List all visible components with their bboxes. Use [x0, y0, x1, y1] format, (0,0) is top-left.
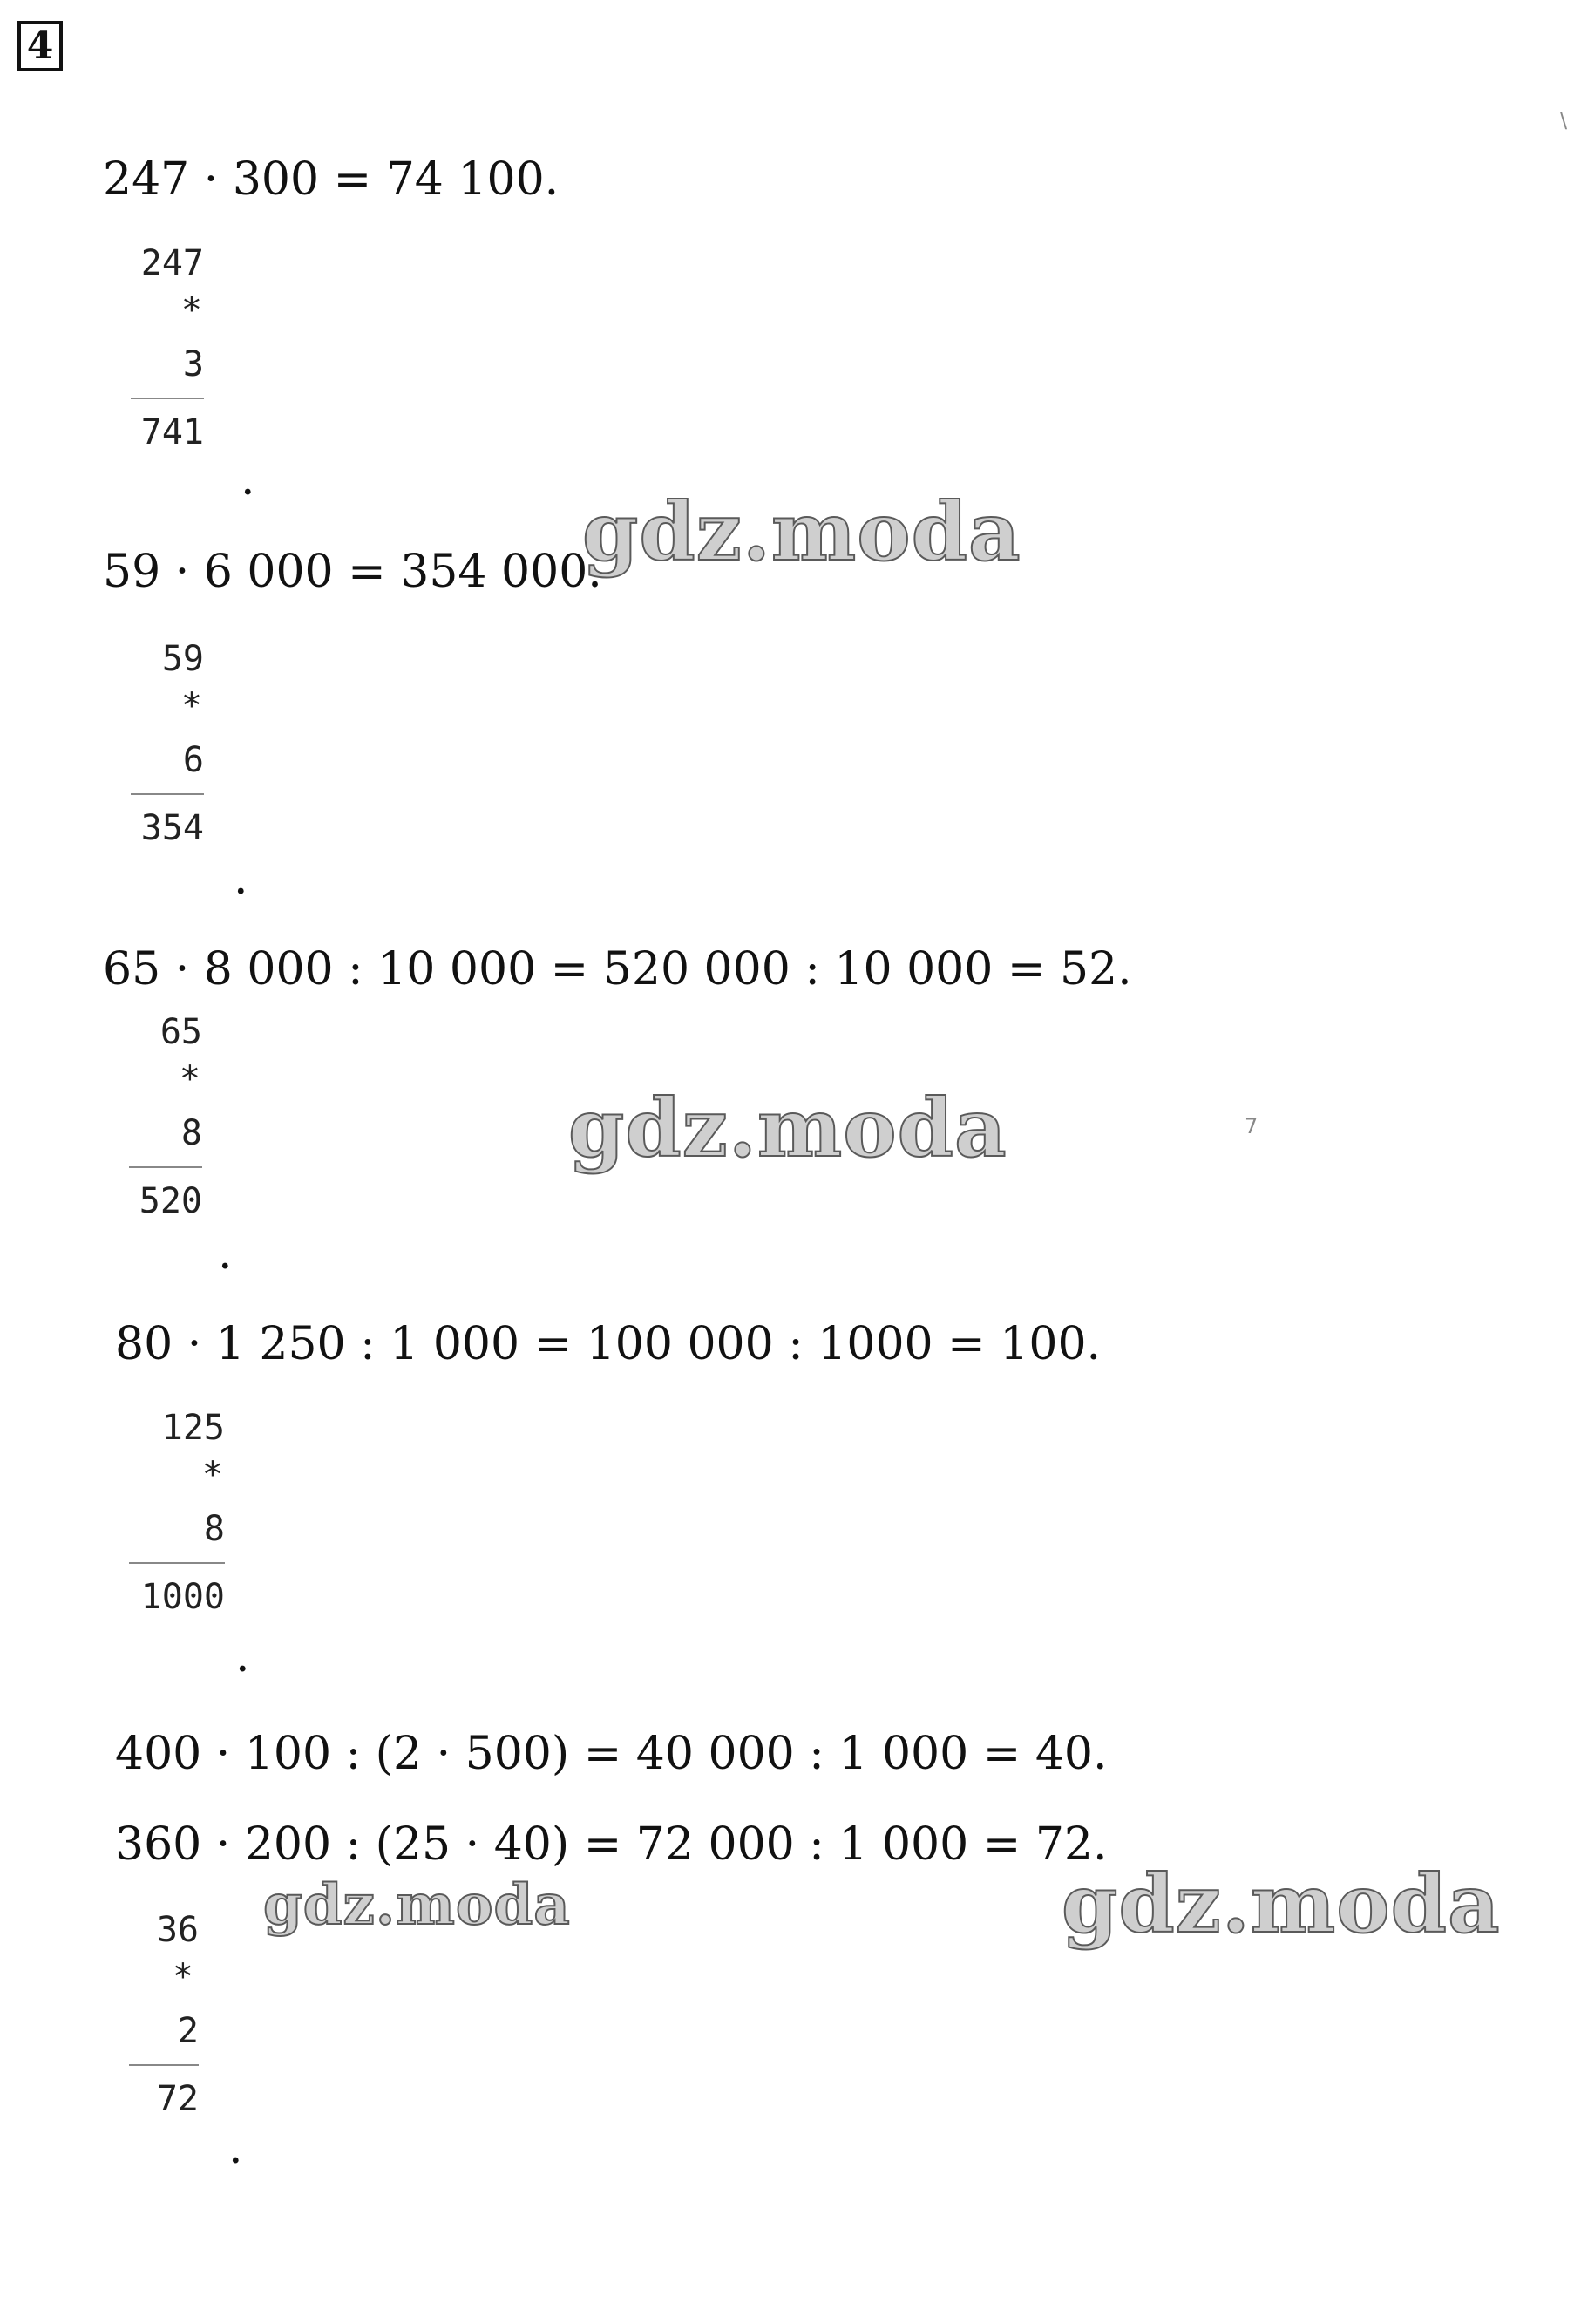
column-end-dot: . [235, 1630, 250, 1682]
column-factor-a: 125 [161, 1408, 225, 1448]
column-factor-a: 59 [161, 639, 204, 679]
column-factor-b: 2 [177, 2011, 199, 2051]
column-factor-b: 3 [182, 344, 204, 384]
column-rule [129, 2064, 199, 2066]
column-factor-a: 36 [156, 1910, 199, 1950]
equation-2: 59 · 6 000 = 354 000. [103, 546, 602, 598]
equation-5: 400 · 100 : (2 · 500) = 40 000 : 1 000 = 40. [115, 1728, 1108, 1780]
column-operator: * [180, 686, 202, 726]
column-multiplication-5 [129, 1909, 199, 2120]
column-factor-a: 65 [159, 1012, 202, 1052]
column-factor-b: 8 [180, 1113, 202, 1153]
equation-3: 65 · 8 000 : 10 000 = 520 000 : 10 000 = 52. [103, 943, 1132, 996]
column-rule [131, 793, 204, 795]
stray-mark: \ [1560, 108, 1568, 133]
column-multiplication-2 [131, 638, 204, 849]
column-result: 741 [140, 412, 204, 452]
column-factor-a: 247 [140, 243, 204, 283]
column-operator: * [179, 1059, 200, 1099]
column-end-dot: . [228, 2122, 243, 2174]
watermark: gdz.moda [568, 1081, 1007, 1175]
column-rule [131, 398, 204, 399]
task-number-badge: 4 [17, 21, 63, 71]
column-result: 354 [140, 808, 204, 848]
column-rule [129, 1166, 202, 1168]
column-operator: * [172, 1957, 193, 1997]
column-operator: * [180, 290, 202, 330]
equation-4: 80 · 1 250 : 1 000 = 100 000 : 1000 = 100. [115, 1318, 1102, 1370]
column-factor-b: 6 [182, 740, 204, 780]
stray-mark: 7 [1245, 1114, 1259, 1138]
column-end-dot: . [234, 853, 248, 905]
column-result: 520 [139, 1181, 202, 1221]
column-multiplication-3 [129, 1011, 202, 1222]
column-multiplication-1 [131, 242, 204, 453]
equation-1: 247 · 300 = 74 100. [103, 153, 560, 206]
column-result: 1000 [140, 1577, 225, 1617]
column-multiplication-4 [129, 1407, 225, 1618]
column-end-dot: . [241, 453, 255, 506]
column-end-dot: . [218, 1227, 233, 1280]
column-factor-b: 8 [203, 1509, 225, 1549]
equation-6: 360 · 200 : (25 · 40) = 72 000 : 1 000 = 72. [115, 1818, 1108, 1871]
column-rule [129, 1562, 225, 1564]
column-result: 72 [156, 2079, 199, 2119]
column-operator: * [201, 1455, 223, 1495]
watermark: gdz.moda [582, 485, 1021, 579]
watermark: gdz.moda [263, 1872, 571, 1938]
watermark: gdz.moda [1062, 1857, 1501, 1951]
